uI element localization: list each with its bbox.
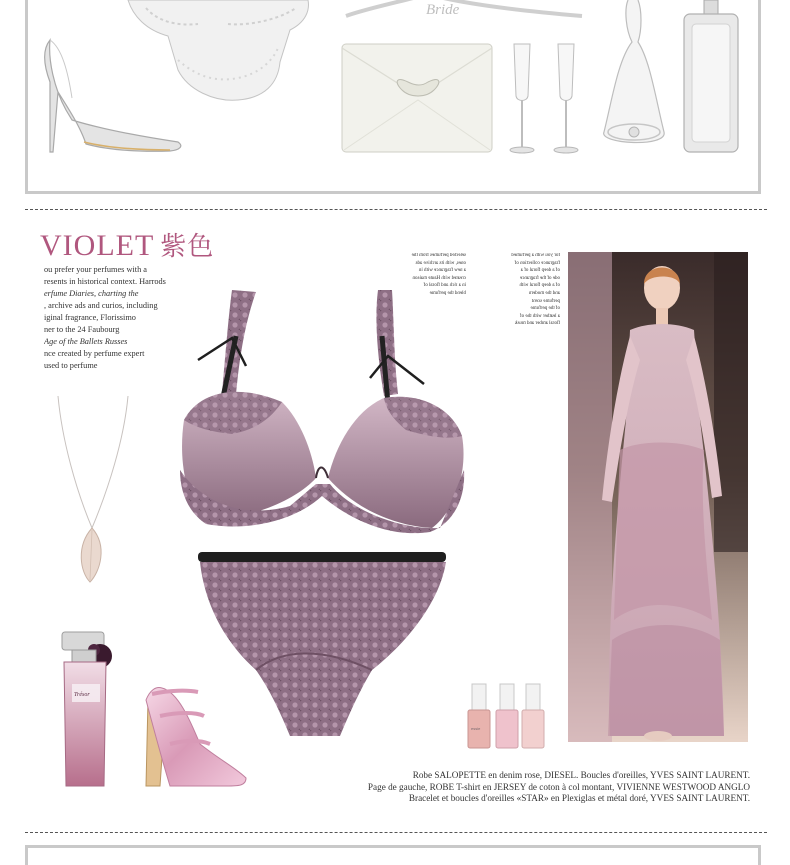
leaf-necklace-image [58,396,128,582]
intro-line: nce created by perfume expert [44,349,145,358]
intro-line: Age of the Ballets Russes [44,337,128,346]
intro-line: used to perfume [44,361,98,370]
mirrored-line: ones, with its archive ads [415,260,466,266]
mirrored-line: fragrance collection of [514,260,560,266]
mirrored-line: selected perfumes from the [411,253,466,258]
mirrored-line: a new fragrance with in [418,268,466,274]
intro-line: , archive ads and curios, including [44,301,158,310]
mirrored-line: in a rich and floral of [423,283,466,289]
caption-line: Bracelet et boucles d'oreilles «STAR» en Plexiglas et métal doré, YVES SAINT LAURENT. [408,793,750,804]
intro-line: resents in historical context. Harrods [44,277,166,286]
mirrored-line: of the perfume [530,306,560,312]
mirrored-line: for you with a perfumed [511,253,560,258]
section-title-cn: 紫色 [160,232,215,262]
nail-polish-bottles-image [468,684,544,748]
mirrored-line: of a deep floral with [519,283,560,289]
polish-label-text: essie [471,726,481,731]
mirrored-line: a leather with the of [520,313,560,319]
intro-line: ner to the 24 Faubourg [44,325,120,334]
caption-line: Page de gauche, ROBE T-shirt en JERSEY de coton à col montant, VIVIENNE WESTWOOD ANGLO [367,781,750,792]
intro-line: erfume Diaries, charting the [44,289,139,298]
runway-model-photo [568,252,748,742]
credits-caption [340,770,750,805]
perfume-label-text: Trésor [74,692,90,698]
section-title-en: VIOLET [40,229,155,262]
mirrored-line: and the modern [528,290,560,296]
mirrored-line: of a deep floral of a [520,268,560,274]
intro-line: ou prefer your perfumes with a [44,265,147,274]
mirrored-line: created with Haute maison [412,275,466,281]
mirrored-line: perfume scent [531,298,560,304]
mirrored-line: blend the perfume [429,290,466,296]
hanger-bride-text: Bride [426,2,460,18]
intro-line: iginal fragrance, Florissimo [44,313,136,322]
lace-bra-image [180,290,464,533]
pink-metallic-heel-image [146,688,246,787]
lace-panty-image [198,552,446,736]
caption-line: Robe SALOPETTE en denim rose, DIESEL. Boucles d'oreilles, YVES SAINT LAURENT. [412,770,750,780]
perfume-bottle-image [62,632,112,786]
mirrored-line: ode of the fragrance [519,275,560,281]
next-panel-frame [25,845,761,865]
mirrored-line: floral amber and musk [514,321,560,327]
